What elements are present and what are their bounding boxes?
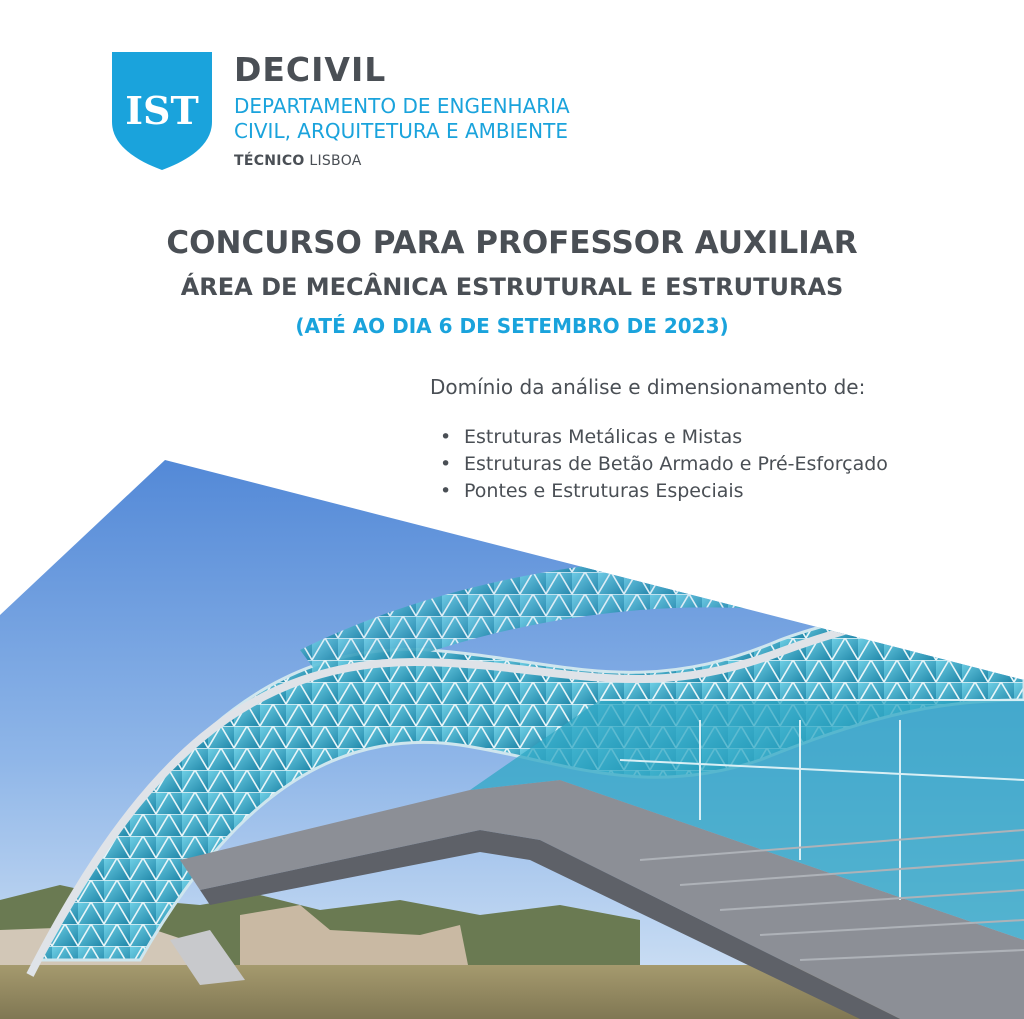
headline-area: ÁREA DE MECÂNICA ESTRUTURAL E ESTRUTURAS [180, 273, 844, 301]
list-item: • Estruturas de Betão Armado e Pré-Esforçado [440, 451, 888, 478]
school-name-bold: TÉCNICO [234, 153, 305, 169]
domain-intro: Domínio da análise e dimensionamento de: [430, 375, 866, 399]
list-item: • Estruturas Metálicas e Mistas [440, 424, 888, 451]
domain-list [440, 424, 888, 505]
logo-letters: IST [125, 88, 199, 133]
header [112, 52, 632, 182]
org-subtitle-line1: DEPARTAMENTO DE ENGENHARIA [234, 94, 570, 118]
headline-deadline: (ATÉ AO DIA 6 DE SETEMBRO DE 2023) [295, 314, 729, 338]
list-item: • Pontes e Estruturas Especiais [440, 478, 888, 505]
ist-logo-shield [112, 52, 212, 170]
org-subtitle-line2: CIVIL, ARQUITETURA E AMBIENTE [234, 119, 568, 143]
headline-title: CONCURSO PARA PROFESSOR AUXILIAR [166, 225, 858, 261]
org-name: DECIVIL [234, 50, 387, 89]
school-name [234, 153, 362, 169]
school-name-rest: LISBOA [304, 153, 362, 169]
